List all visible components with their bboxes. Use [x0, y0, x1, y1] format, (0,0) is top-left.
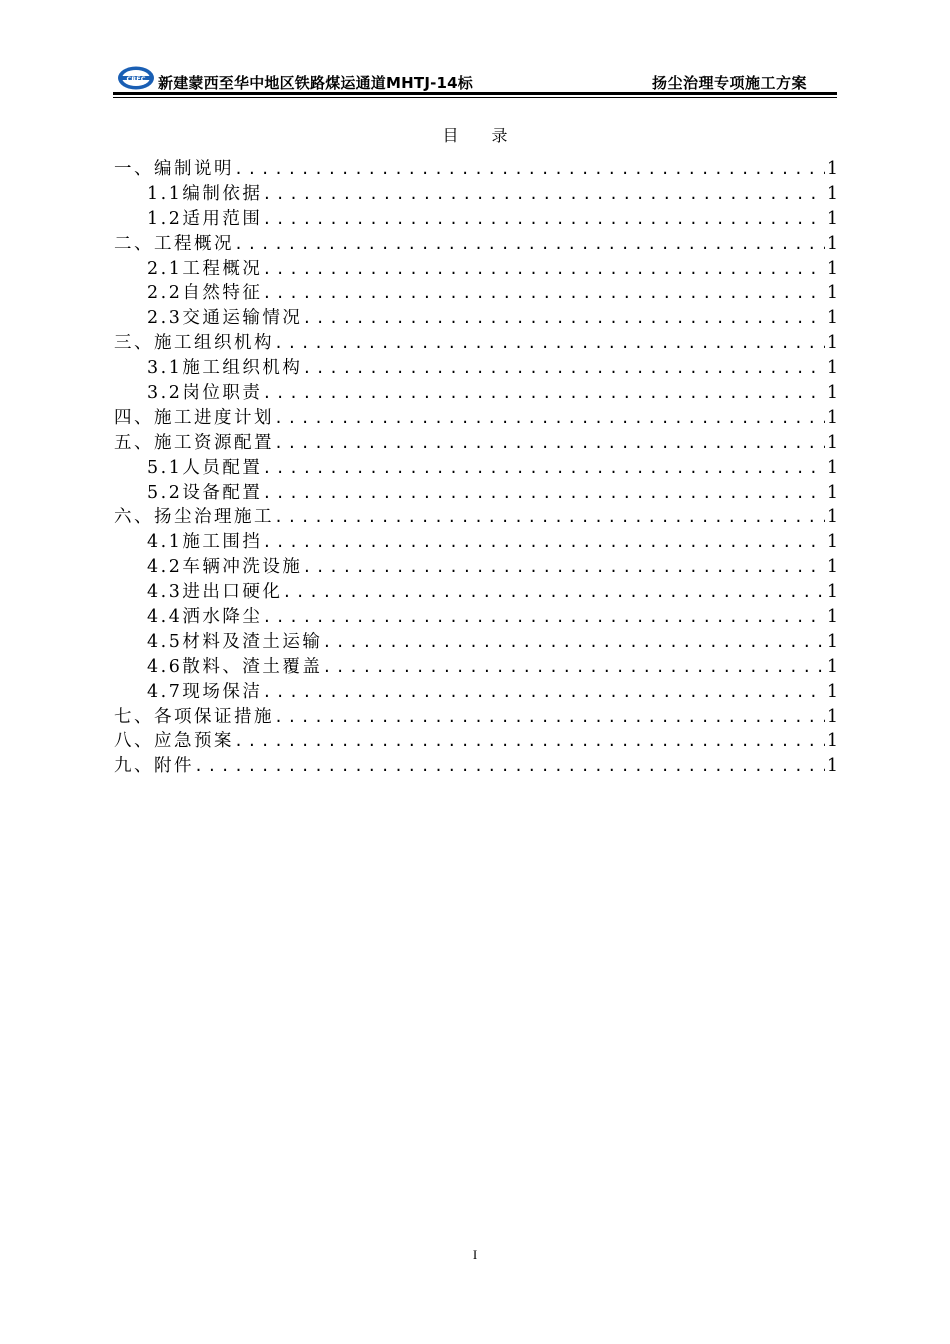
- toc-entry-page: 1: [826, 383, 838, 404]
- toc-entry[interactable]: [114, 281, 838, 306]
- toc-entry[interactable]: [114, 157, 838, 182]
- toc-entry-page: 1: [826, 432, 838, 453]
- toc-entry-page: 1: [826, 607, 838, 628]
- toc-entry[interactable]: [114, 331, 838, 356]
- header-document-title: 扬尘治理专项施工方案: [651, 74, 807, 92]
- toc-entry-page: 1: [826, 333, 838, 354]
- table-of-contents: [114, 157, 838, 779]
- toc-leader-dots: [302, 555, 825, 580]
- toc-entry[interactable]: [114, 505, 838, 530]
- toc-entry-page: 1: [826, 407, 838, 428]
- toc-leader-dots: [274, 431, 825, 456]
- toc-entry-page: 1: [826, 731, 838, 752]
- toc-entry-label: 九、附件: [114, 756, 194, 777]
- toc-entry-page: 1: [826, 557, 838, 578]
- toc-entry[interactable]: [114, 705, 838, 730]
- header-project-title: 新建蒙西至华中地区铁路煤运通道MHTJ-14标: [158, 74, 473, 92]
- toc-leader-dots: [234, 232, 825, 257]
- header-rule-thin: [113, 97, 837, 98]
- toc-entry-page: 1: [826, 656, 838, 677]
- toc-leader-dots: [282, 580, 825, 605]
- toc-entry-page: 1: [826, 159, 838, 179]
- toc-entry[interactable]: [114, 257, 838, 282]
- header-rule-thick: [113, 92, 837, 95]
- toc-leader-dots: [262, 257, 825, 282]
- toc-entry-label: 3.1施工组织机构: [147, 358, 303, 379]
- toc-leader-dots: [322, 655, 825, 680]
- toc-entry-page: 1: [826, 308, 838, 329]
- toc-entry-page: 1: [826, 482, 838, 503]
- toc-entry-label: 3.2岗位职责: [147, 383, 263, 404]
- toc-entry-page: 1: [826, 681, 838, 702]
- toc-leader-dots: [302, 306, 825, 331]
- toc-entry-label: 4.4洒水降尘: [147, 607, 263, 628]
- toc-entry-label: 二、工程概况: [114, 233, 234, 254]
- toc-entry[interactable]: [114, 381, 838, 406]
- toc-entry-page: 1: [826, 631, 838, 652]
- toc-entry[interactable]: [114, 406, 838, 431]
- toc-entry-page: 1: [826, 183, 838, 204]
- toc-leader-dots: [274, 331, 825, 356]
- toc-leader-dots: [262, 456, 825, 481]
- toc-leader-dots: [274, 406, 825, 431]
- toc-entry[interactable]: [114, 481, 838, 506]
- toc-entry-label: 2.1工程概况: [147, 258, 263, 279]
- toc-entry-label: 5.1人员配置: [147, 457, 263, 478]
- toc-entry-page: 1: [826, 208, 838, 229]
- toc-entry-page: 1: [826, 457, 838, 478]
- page-number: I: [472, 1247, 478, 1262]
- toc-leader-dots: [262, 530, 825, 555]
- toc-entry-label: 4.5材料及渣土运输: [147, 631, 323, 652]
- toc-leader-dots: [302, 356, 825, 381]
- toc-leader-dots: [262, 207, 825, 232]
- toc-entry[interactable]: [114, 754, 838, 779]
- toc-entry[interactable]: [114, 356, 838, 381]
- toc-entry[interactable]: [114, 232, 838, 257]
- toc-leader-dots: [262, 680, 825, 705]
- toc-entry-label: 4.7现场保洁: [147, 681, 263, 702]
- toc-entry[interactable]: [114, 729, 838, 754]
- toc-entry-page: 1: [826, 582, 838, 603]
- toc-leader-dots: [262, 381, 825, 406]
- toc-leader-dots: [194, 754, 825, 779]
- toc-entry[interactable]: [114, 456, 838, 481]
- toc-entry-page: 1: [826, 706, 838, 727]
- toc-entry[interactable]: [114, 580, 838, 605]
- toc-entry-label: 2.2自然特征: [147, 283, 263, 304]
- toc-entry-label: 1.1编制依据: [147, 183, 263, 204]
- toc-entry[interactable]: [114, 530, 838, 555]
- toc-entry[interactable]: [114, 655, 838, 680]
- toc-entry-label: 4.2车辆冲洗设施: [147, 557, 303, 578]
- toc-entry-page: 1: [826, 507, 838, 528]
- toc-leader-dots: [234, 729, 825, 754]
- toc-entry-label: 5.2设备配置: [147, 482, 263, 503]
- toc-leader-dots: [262, 481, 825, 506]
- toc-leader-dots: [322, 630, 825, 655]
- toc-leader-dots: [262, 605, 825, 630]
- page-header: [113, 64, 837, 98]
- toc-entry-page: 1: [826, 233, 838, 254]
- toc-entry-page: 1: [826, 358, 838, 379]
- toc-leader-dots: [234, 157, 825, 182]
- toc-entry-label: 4.6散料、渣土覆盖: [147, 656, 323, 677]
- toc-entry-page: 1: [826, 258, 838, 279]
- toc-entry-label: 4.1施工围挡: [147, 532, 263, 553]
- toc-leader-dots: [262, 182, 825, 207]
- toc-entry-label: 1.2适用范围: [147, 208, 263, 229]
- toc-entry-page: 1: [826, 283, 838, 304]
- toc-entry-page: 1: [826, 756, 838, 777]
- toc-title: 目 录: [442, 126, 522, 145]
- toc-leader-dots: [262, 281, 825, 306]
- toc-entry-label: 七、各项保证措施: [114, 706, 274, 727]
- toc-entry[interactable]: [114, 431, 838, 456]
- toc-entry-label: 2.3交通运输情况: [147, 308, 303, 329]
- toc-entry-label: 4.3进出口硬化: [147, 582, 283, 603]
- toc-entry[interactable]: [114, 306, 838, 331]
- toc-entry-page: 1: [826, 532, 838, 553]
- toc-entry[interactable]: [114, 182, 838, 207]
- toc-entry-label: 六、扬尘治理施工: [114, 507, 274, 528]
- toc-entry-label: 三、施工组织机构: [114, 333, 274, 354]
- toc-entry[interactable]: [114, 630, 838, 655]
- toc-entry[interactable]: [114, 207, 838, 232]
- toc-entry[interactable]: [114, 680, 838, 705]
- logo-text: CREC: [126, 75, 146, 83]
- railway-logo-icon: [116, 65, 156, 91]
- toc-entry-label: 一、编制说明: [114, 159, 234, 179]
- toc-leader-dots: [274, 505, 825, 530]
- toc-leader-dots: [274, 705, 825, 730]
- toc-entry-label: 五、施工资源配置: [114, 432, 274, 453]
- toc-entry[interactable]: [114, 605, 838, 630]
- toc-entry-label: 四、施工进度计划: [114, 407, 274, 428]
- toc-entry-label: 八、应急预案: [114, 731, 234, 752]
- toc-entry[interactable]: [114, 555, 838, 580]
